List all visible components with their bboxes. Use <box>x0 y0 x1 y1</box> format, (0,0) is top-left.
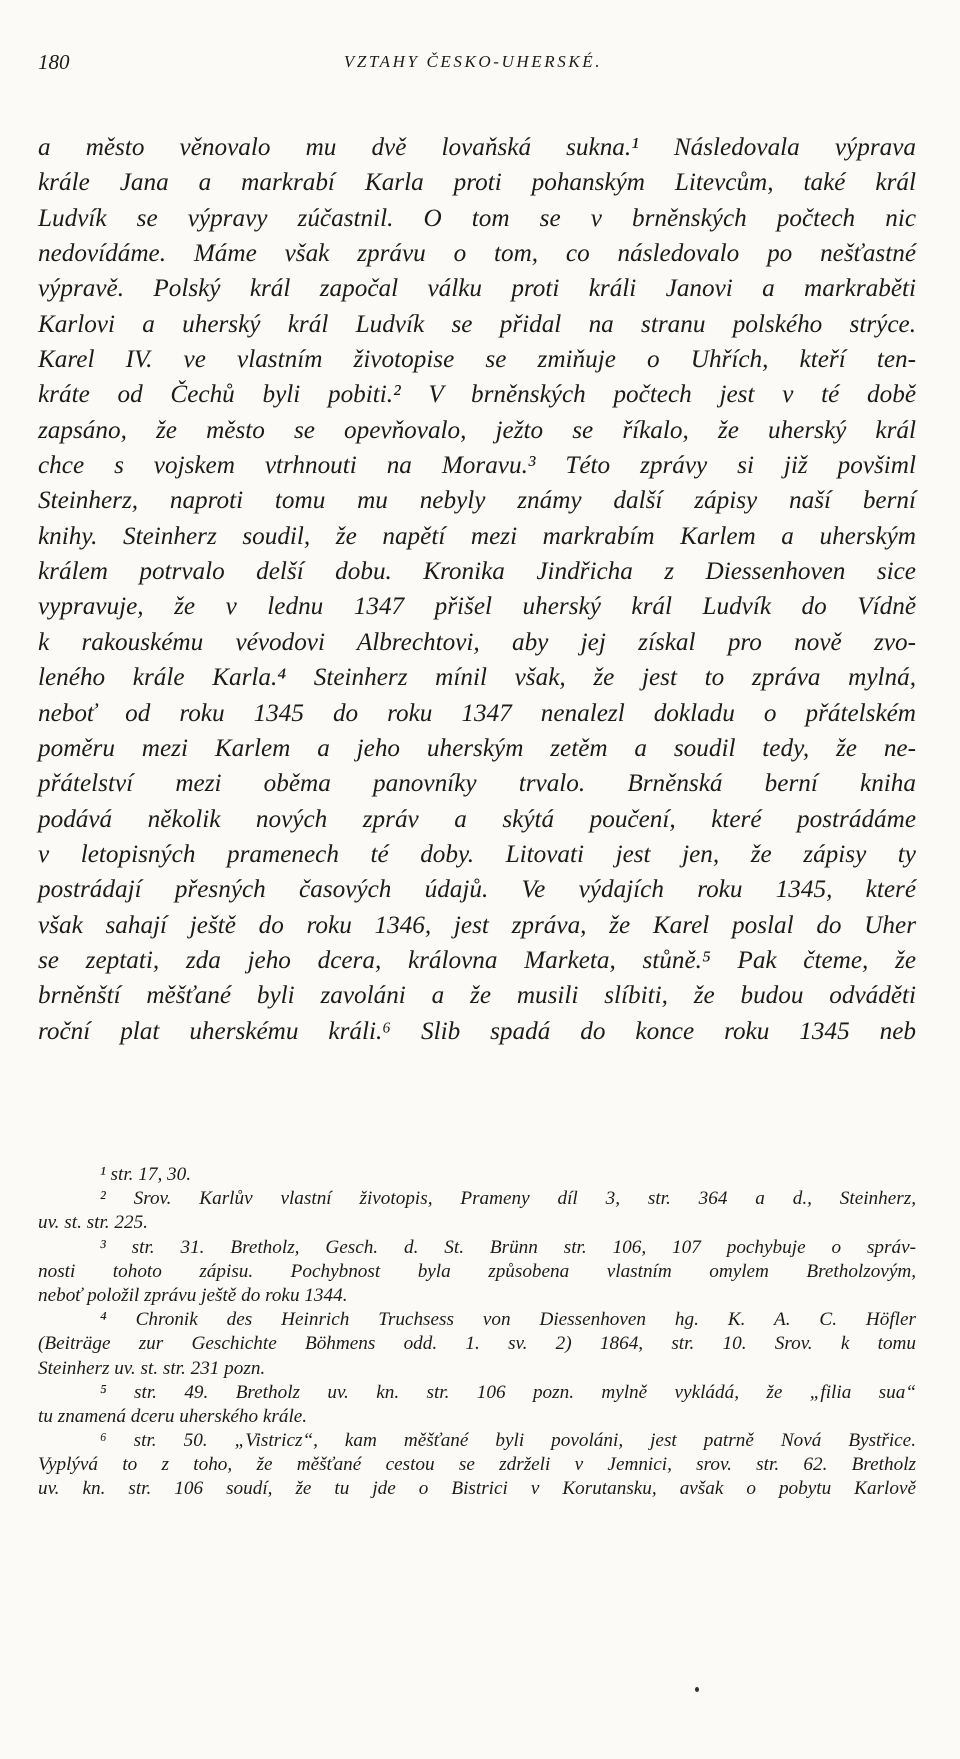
text-line: knihy. Steinherz soudil, že napětí mezi markrabím Karlem a uherským <box>38 522 916 550</box>
text-line: kráte od Čechů byli pobiti.² V brněnských počtech jest v té době <box>38 381 916 409</box>
footnote-line: Vyplývá to z toho, že měšťané cestou se zdrželi v Jemnici, srov. str. 62. Bretholz <box>38 1454 916 1476</box>
text-line: v letopisných pramenech té doby. Litovati jest jen, že zápisy ty <box>38 840 916 868</box>
footnote-line: ² Srov. Karlův vlastní životopis, Prameny díl 3, str. 364 a d., Steinherz, <box>100 1188 916 1210</box>
text-line: vypravuje, že v lednu 1347 přišel uherský král Ludvík do Vídně <box>38 593 916 621</box>
text-line: postrádají přesných časových údajů. Ve výdajích roku 1345, které <box>38 876 916 904</box>
text-line: a město věnovalo mu dvě lovaňská sukna.¹ Následovala výprava <box>38 134 916 161</box>
footnote-line: ⁵ str. 49. Bretholz uv. kn. str. 106 pozn. mylně vykládá, že „filia sua“ <box>100 1381 916 1403</box>
text-line: přátelství mezi oběma panovníky trvalo. Brněnská berní kniha <box>38 770 916 798</box>
footnote-line: ³ str. 31. Bretholz, Gesch. d. St. Brünn str. 106, 107 pochybuje o správ- <box>100 1236 916 1258</box>
text-line: podává několik nových zpráv a skýtá poučení, které postrádáme <box>38 805 916 833</box>
text-line: však sahají ještě do roku 1346, jest zpráva, že Karel poslal do Uher <box>38 911 916 939</box>
text-line: brněnští měšťané byli zavoláni a že musili slíbiti, že budou odváděti <box>38 982 916 1010</box>
text-line: chce s vojskem vtrhnouti na Moravu.³ Této zprávy si již povšiml <box>38 452 916 480</box>
text-line: nedovídáme. Máme však zprávu o tom, co následovalo po nešťastné <box>38 240 916 268</box>
footnote-line: ⁴ Chronik des Heinrich Truchsess von Diessenhoven hg. K. A. C. Höfler <box>100 1309 916 1331</box>
text-line: poměru mezi Karlem a jeho uherským zetěm a soudil tedy, že ne- <box>38 734 916 762</box>
page-header <box>38 50 908 80</box>
text-line: Steinherz, naproti tomu mu nebyly známy další zápisy naší berní <box>38 487 916 515</box>
ink-speck <box>695 1687 699 1692</box>
running-title: VZTAHY ČESKO-UHERSKÉ. <box>343 52 603 71</box>
footnote-line: (Beiträge zur Geschichte Böhmens odd. 1. sv. 2) 1864, str. 10. Srov. k tomu <box>38 1333 916 1355</box>
text-line: k rakouskému vévodovi Albrechtovi, aby jej získal pro nově zvo- <box>38 628 916 656</box>
footnote-line: uv. st. str. 225. <box>38 1212 148 1234</box>
text-line: králem potrvalo delší dobu. Kronika Jindřicha z Diessenhoven sice <box>38 558 916 586</box>
text-line: se zeptati, zda jeho dcera, královna Marketa, stůně.⁵ Pak čteme, že <box>38 946 916 974</box>
footnote-line: neboť položil zprávu ještě do roku 1344. <box>38 1284 348 1306</box>
main-text <box>38 130 916 1049</box>
footnote-line: nosti tohoto zápisu. Pochybnost byla způsobena vlastním omylem Bretholzovým, <box>38 1260 916 1282</box>
footnote-line: Steinherz uv. st. str. 231 pozn. <box>38 1357 266 1379</box>
footnote-line: uv. kn. str. 106 soudí, že tu jde o Bistrici v Korutansku, avšak o pobytu Karlově <box>38 1478 916 1500</box>
footnote-line: ¹ str. 17, 30. <box>100 1164 192 1185</box>
footnotes <box>38 1163 916 1502</box>
footnote-line: ⁶ str. 50. „Vistricz“, kam měšťané byli povoláni, jest patrně Nová Bystřice. <box>100 1430 916 1452</box>
text-line: Ludvík se výpravy zúčastnil. O tom se v brněnských počtech nic <box>38 204 916 232</box>
text-line: zapsáno, že město se opevňovalo, ježto se říkalo, že uherský král <box>38 416 916 444</box>
text-line: roční plat uherskému králi.⁶ Slib spadá do konce roku 1345 neb <box>38 1017 916 1045</box>
footnote-line: tu znamená dceru uherského krále. <box>38 1405 308 1427</box>
page-number: 180 <box>38 50 70 74</box>
text-line: výpravě. Polský král započal válku proti králi Janovi a markraběti <box>38 275 916 303</box>
text-line: leného krále Karla.⁴ Steinherz mínil však, že jest to zpráva mylná, <box>38 664 916 692</box>
text-line: Karel IV. ve vlastním životopise se zmiňuje o Uhřích, kteří ten- <box>38 346 916 374</box>
text-line: neboť od roku 1345 do roku 1347 nenalezl dokladu o přátelském <box>38 699 916 727</box>
text-line: krále Jana a markrabí Karla proti pohanským Litevcům, také král <box>38 169 916 197</box>
text-line: Karlovi a uherský král Ludvík se přidal na stranu polského strýce. <box>38 310 916 338</box>
